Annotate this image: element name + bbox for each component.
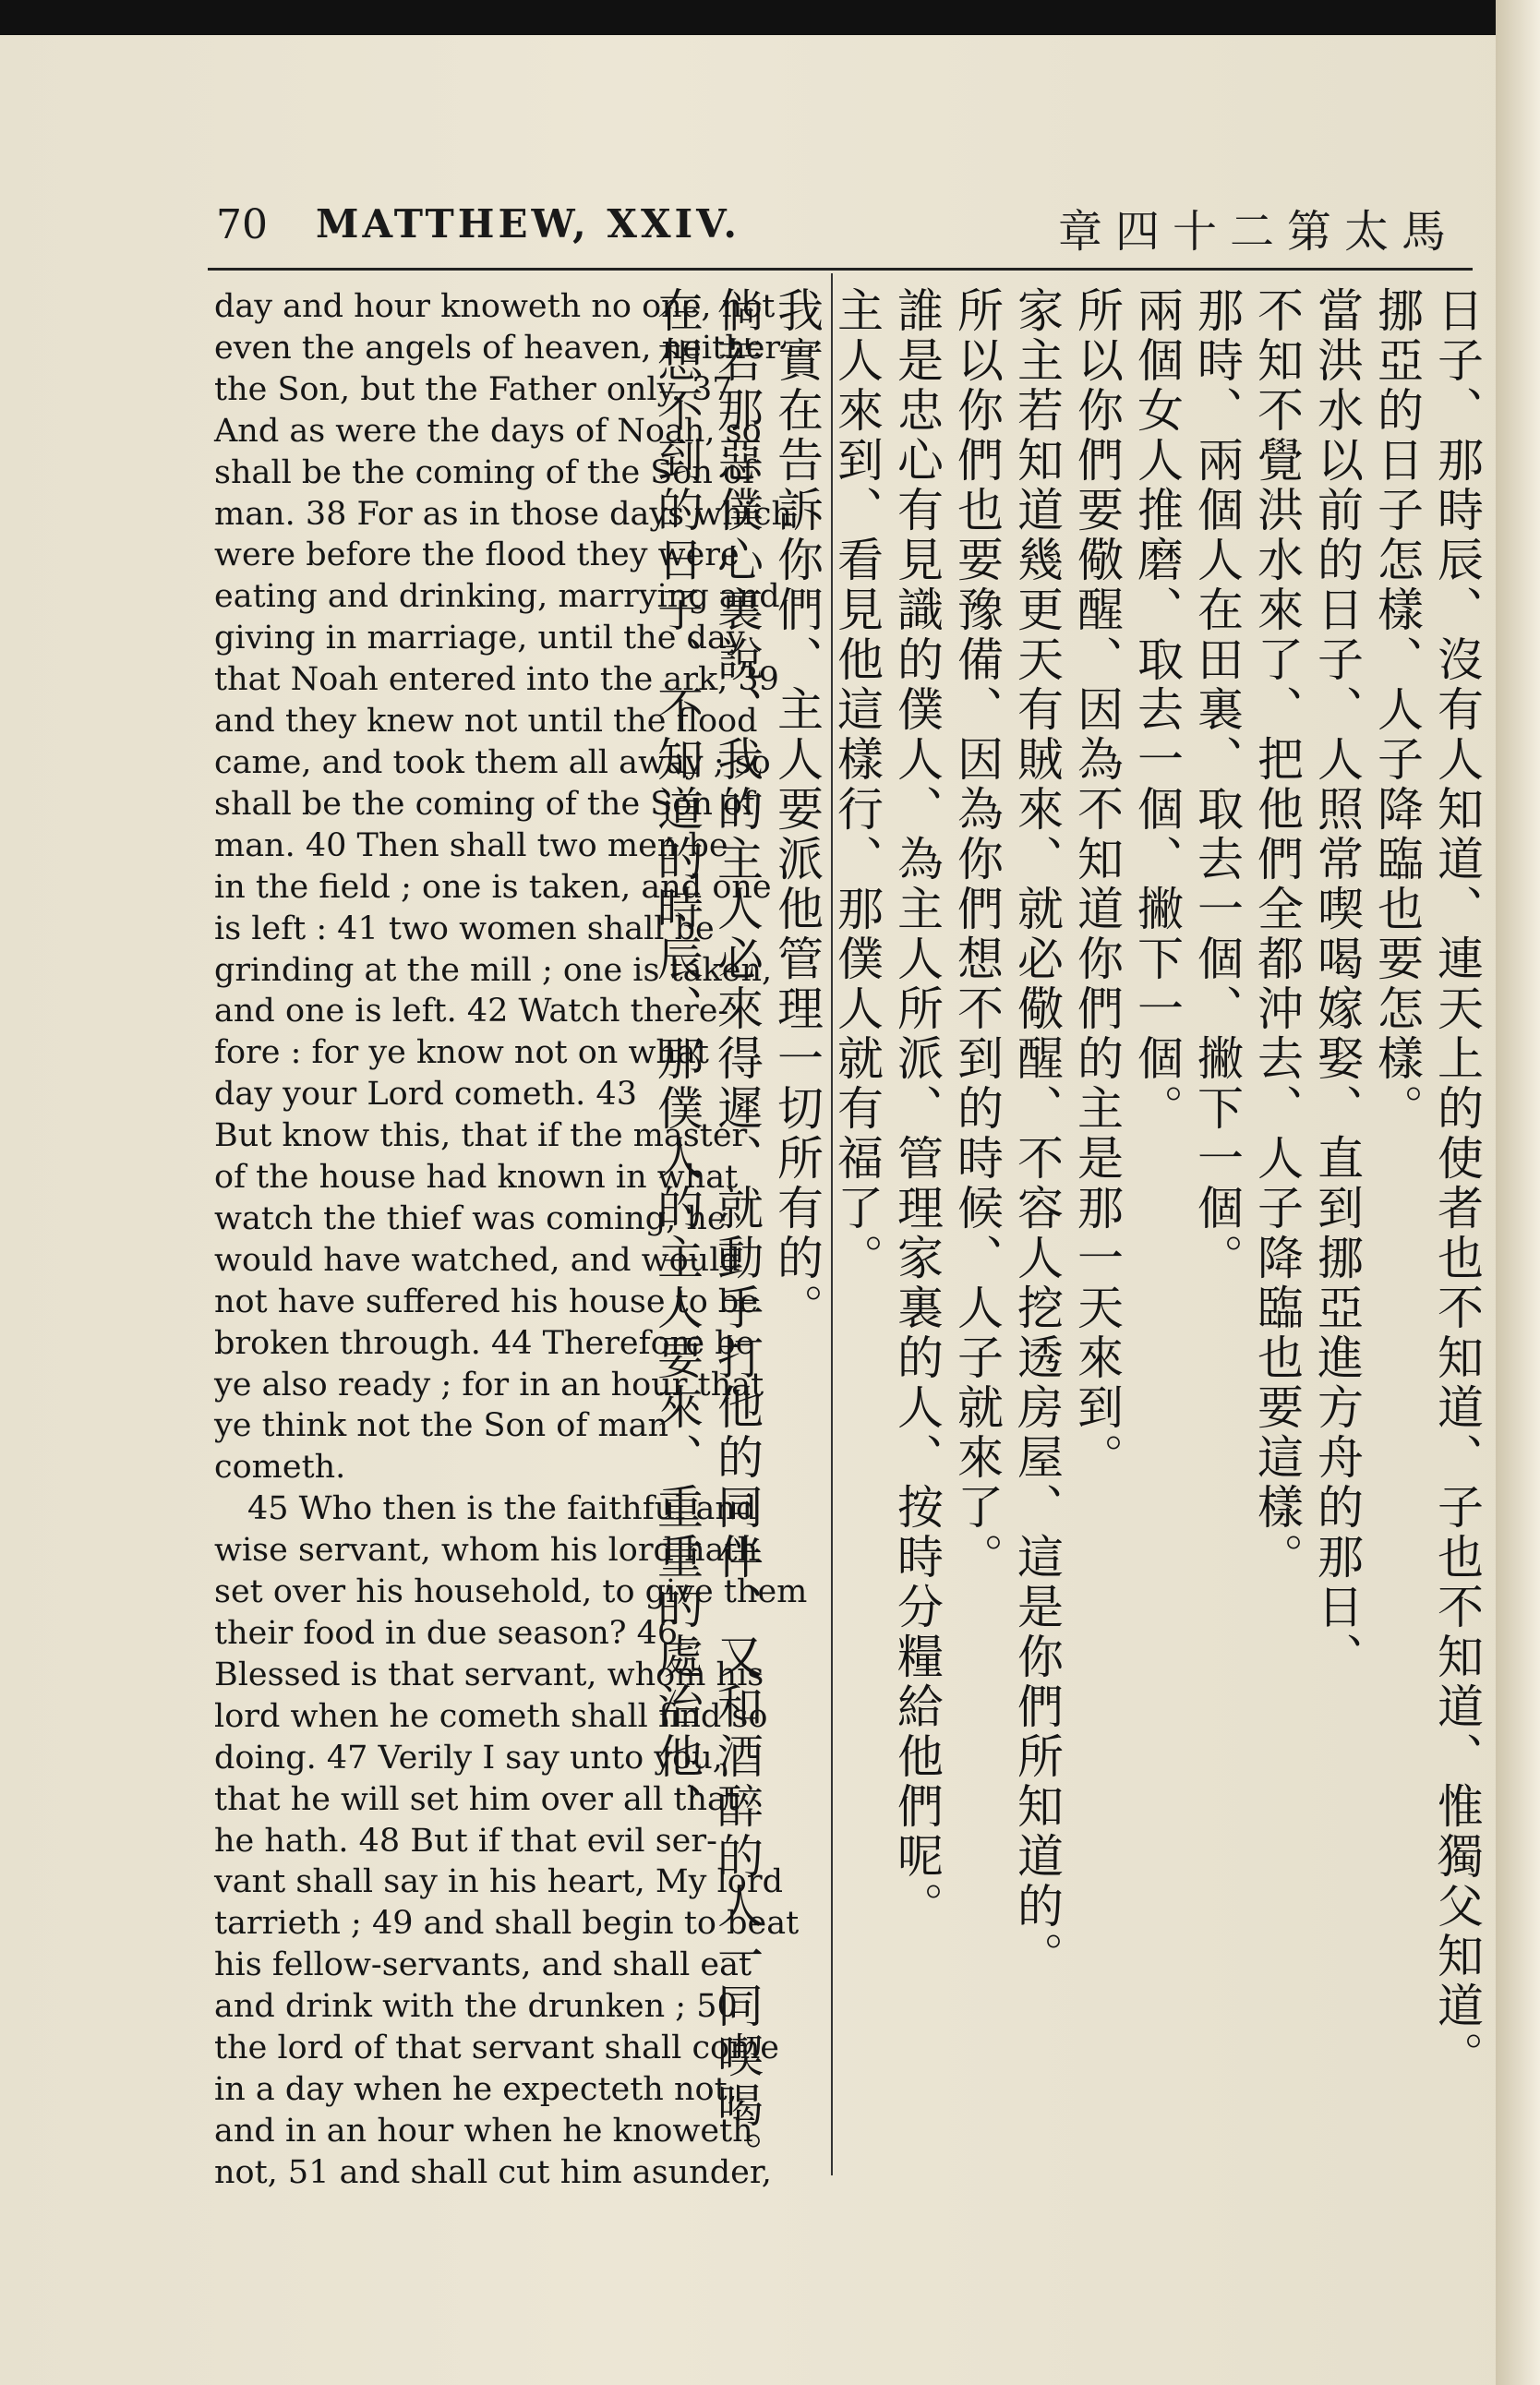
english-line: shall be the coming of the Son of bbox=[214, 785, 755, 823]
english-line: broken through. 44 Therefore be bbox=[214, 1324, 755, 1362]
english-line: not have suffered his house to be bbox=[214, 1283, 759, 1320]
page-edge bbox=[1496, 0, 1540, 2385]
english-line: even the angels of heaven, neither bbox=[214, 329, 781, 367]
header-rule bbox=[208, 268, 1473, 271]
chinese-column: 所以你們要儆醒、因為不知道你們的主是那一天來到。 bbox=[1070, 286, 1124, 1483]
english-line: day and hour knoweth no one, not bbox=[214, 288, 776, 325]
english-line: not, 51 and shall cut him asunder, bbox=[214, 2153, 772, 2191]
scan-top-border bbox=[0, 0, 1540, 35]
english-line: in a day when he expecteth not, bbox=[214, 2070, 738, 2108]
english-line: man. 38 For as in those days which bbox=[214, 495, 793, 533]
chinese-column: 所以你們也要豫備、因為你們想不到的時候、人子就來了。 bbox=[950, 286, 1004, 1583]
english-line: grinding at the mill ; one is taken, bbox=[214, 951, 773, 989]
chinese-text-column bbox=[650, 286, 1486, 2262]
chinese-column: 在想不到的日子、不知道的時辰、那僕人的主人要來、重重的處治他、 bbox=[650, 286, 704, 1832]
english-line: that Noah entered into the ark, 39 bbox=[214, 661, 779, 699]
english-line: And as were the days of Noah, so bbox=[214, 412, 762, 450]
english-line: that he will set him over all that bbox=[214, 1780, 740, 1818]
page-number: 70 bbox=[216, 201, 268, 248]
english-line: and one is left. 42 Watch there- bbox=[214, 993, 729, 1030]
english-line: 45 Who then is the faithful and bbox=[247, 1490, 757, 1528]
chinese-column: 倘若那惡僕心裏說、我的主人必來得遲、就動手打他的同伴、又和酒醉的人一同喫喝。 bbox=[710, 286, 764, 2181]
english-line: the Son, but the Father only. 37 bbox=[214, 370, 733, 408]
english-line: But know this, that if the master bbox=[214, 1117, 748, 1155]
english-line: tarrieth ; 49 and shall begin to beat bbox=[214, 1905, 800, 1943]
english-line: and drink with the drunken ; 50 bbox=[214, 1988, 738, 2026]
english-line: in the field ; one is taken, and one bbox=[214, 868, 772, 906]
chinese-column: 不知不覺洪水來了、把他們全都沖去、人子降臨也要這樣。 bbox=[1250, 286, 1304, 1583]
english-line: eating and drinking, marrying and bbox=[214, 578, 780, 616]
english-line: set over his household, to give them bbox=[214, 1573, 808, 1611]
english-line: the lord of that servant shall come bbox=[214, 2030, 780, 2067]
english-line: came, and took them all away ; so bbox=[214, 743, 771, 781]
chinese-column: 我實在告訴你們、主人要派他管理一切所有的。 bbox=[770, 286, 824, 1333]
english-line: giving in marriage, until the day bbox=[214, 620, 745, 657]
english-line: ye think not the Son of man bbox=[214, 1407, 668, 1445]
english-line: Blessed is that servant, whom his bbox=[214, 1656, 764, 1693]
english-line: and in an hour when he knoweth bbox=[214, 2112, 753, 2150]
chinese-column: 兩個女人推磨、取去一個、撇下一個。 bbox=[1130, 286, 1184, 1134]
english-line: and they knew not until the flood bbox=[214, 703, 758, 741]
english-line: vant shall say in his heart, My lord bbox=[214, 1863, 783, 1901]
english-line: he hath. 48 But if that evil ser- bbox=[214, 1822, 717, 1860]
chinese-column: 挪亞的日子怎樣、人子降臨也要怎樣。 bbox=[1370, 286, 1424, 1134]
running-title: MATTHEW, XXIV. bbox=[316, 201, 741, 247]
english-line: their food in due season? 46 bbox=[214, 1615, 679, 1652]
english-line: watch the thief was coming, he bbox=[214, 1199, 727, 1237]
running-title-chinese: 章四十二第太馬 bbox=[1057, 206, 1459, 258]
chinese-column: 那時、兩個人在田裏、取去一個、撇下一個。 bbox=[1190, 286, 1244, 1283]
english-line: ye also ready ; for in an hour that bbox=[214, 1366, 764, 1403]
chinese-column: 誰是忠心有見識的僕人、為主人所派、管理家裏的人、按時分糧給他們呢。 bbox=[890, 286, 944, 1932]
chinese-column: 家主若知道幾更天有賊來、就必儆醒、不容人挖透房屋、這是你們所知道的。 bbox=[1010, 286, 1064, 1981]
english-line: man. 40 Then shall two men be bbox=[214, 826, 728, 864]
english-line: doing. 47 Verily I say unto you, bbox=[214, 1739, 723, 1777]
english-line: shall be the coming of the Son of bbox=[214, 453, 755, 491]
chinese-column: 主人來到、看見他這樣行、那僕人就有福了。 bbox=[830, 286, 884, 1283]
english-line: wise servant, whom his lord hath bbox=[214, 1532, 759, 1570]
chinese-column: 當洪水以前的日子、人照常喫喝嫁娶、直到挪亞進方舟的那日、 bbox=[1310, 286, 1364, 1682]
english-line: his fellow-servants, and shall eat bbox=[214, 1946, 752, 1984]
page-header bbox=[212, 194, 1496, 259]
english-line: of the house had known in what bbox=[214, 1159, 739, 1197]
english-line: would have watched, and would bbox=[214, 1241, 740, 1279]
english-line: were before the flood they were bbox=[214, 536, 740, 574]
english-line: cometh. bbox=[214, 1449, 346, 1487]
english-line: fore : for ye know not on what bbox=[214, 1034, 709, 1072]
english-line: lord when he cometh shall find so bbox=[214, 1697, 768, 1735]
english-line: is left : 41 two women shall be bbox=[214, 909, 715, 947]
chinese-column: 日子、那時辰、沒有人知道、連天上的使者也不知道、子也不知道、惟獨父知道。 bbox=[1430, 286, 1484, 2081]
english-line: day your Lord cometh. 43 bbox=[214, 1076, 637, 1114]
